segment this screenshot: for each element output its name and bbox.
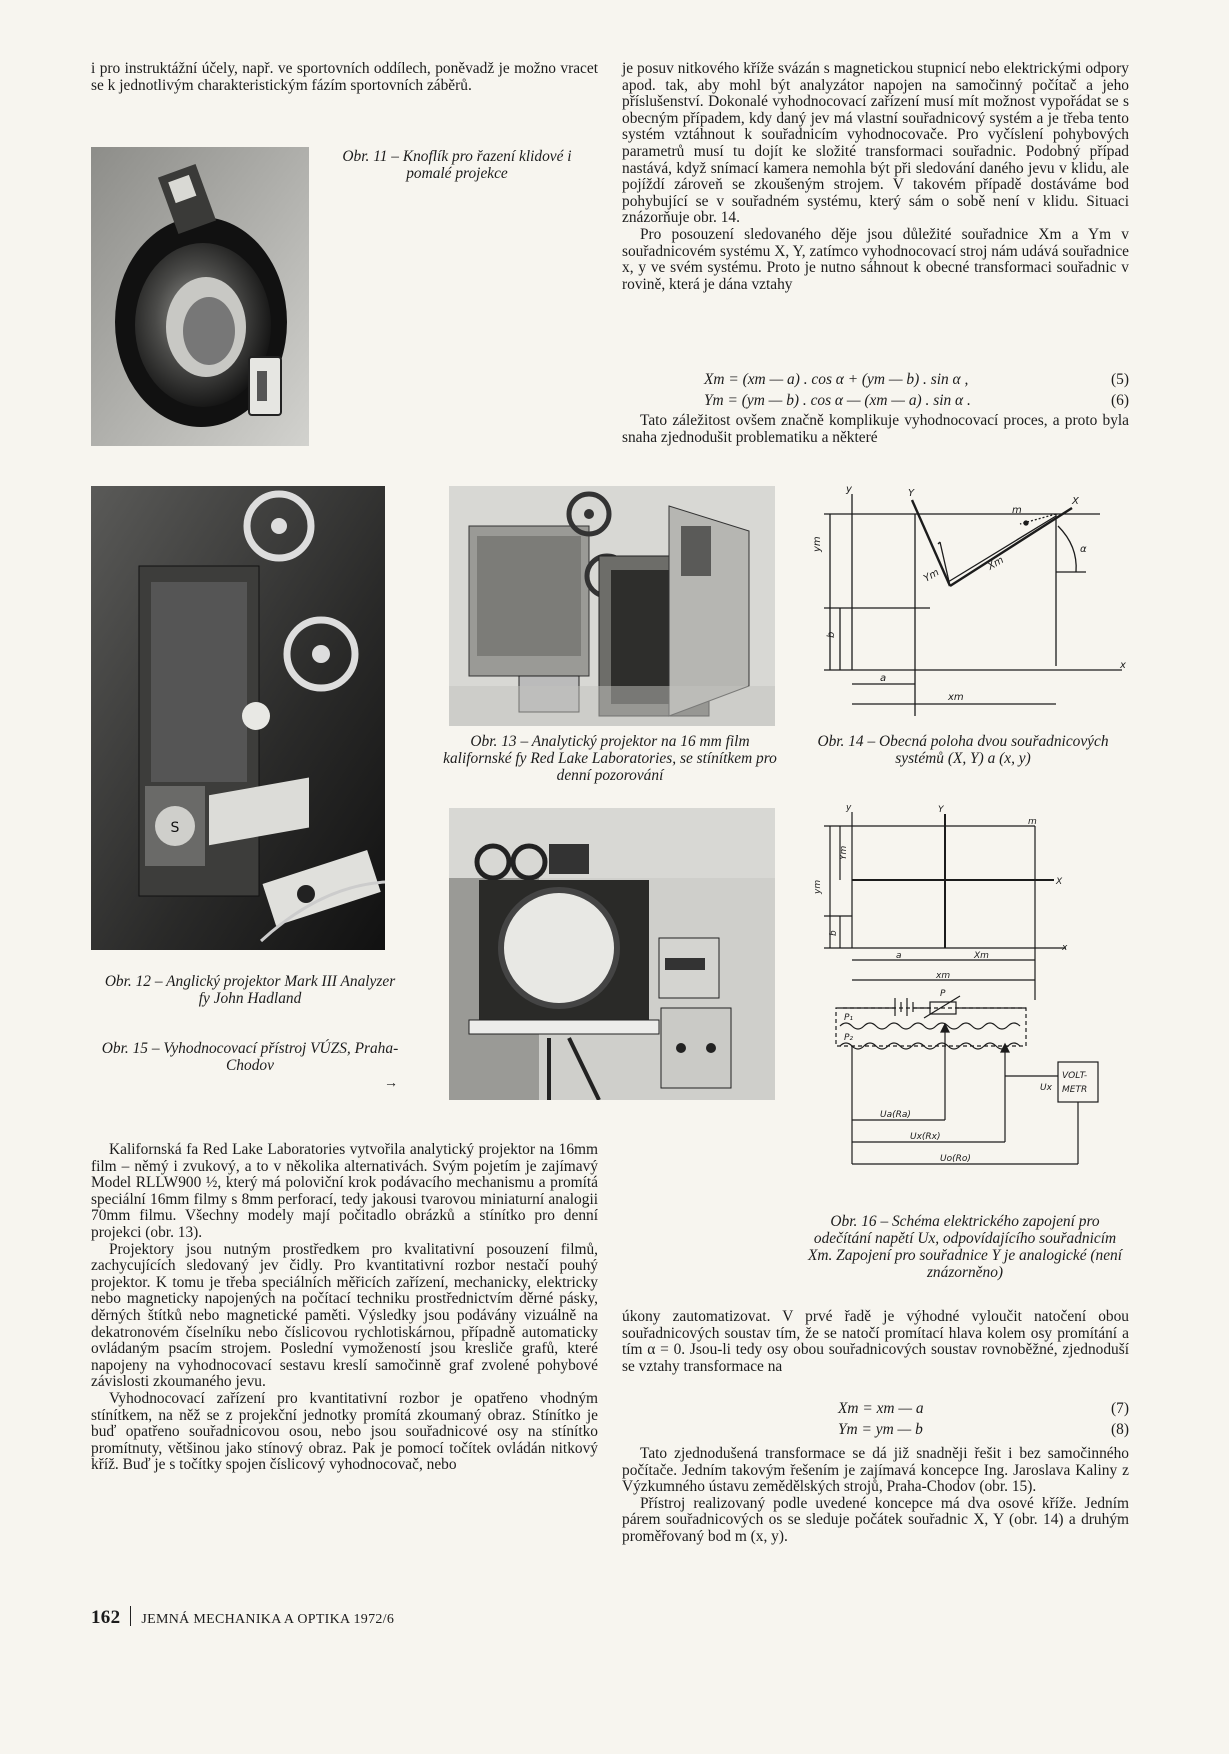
figure-12-caption: Obr. 12 – Anglický projektor Mark III Analyzer fy John Hadland [104, 973, 396, 1007]
fig16-label-UxRx: Ux(Rx) [910, 1132, 941, 1142]
fig14-label-Xm: Xm [986, 554, 1006, 573]
paragraph-red-lake: Kalifornská fa Red Lake Laboratories vytvořila analytický projektor na 16mm film – němý i zvukový, a to v několika alternativách. Svým pojetím je zajímavý Model RLLW900 ½, který má poloviční krok podávacího mechanismu a promítá speciální 16mm filmy s 8mm perforací, tedy jakousi tvarovou miniaturní analogii 70mm filmu. Všechny modely mají počitadlo obrázků a stínítko pro denní projekci (obr. 13). [91, 1141, 598, 1241]
equation-6-expression: Ym = (ym — b) . cos α — (xm — a) . sin α . [704, 392, 971, 409]
fig14-X-axis-rotated [950, 508, 1072, 586]
paragraph-coordinate-systems: je posuv nitkového kříže svázán s magnetickou stupnicí nebo elektrickými odpory apod. tak, aby mohl být analyzátor napojen na samočinný počítač a jeho příslušenství. Dokonalé vyhodnocovací zařízení musí mít možnost vypořádat se s obecným případem, kdy daný jev má vlastní souřadnicový systém a je třeba tento systém vztáhnout k souřadnicím vyhodnocovače. Pro vyčíslení pohybových parametrů musí tu dojít ke složité transformaci souřadnic. Podobný případ nastává, když snímací kamera nemohla být při sledování daného jevu v klidu, ale pojíždí zároveň se zkoušeným strojem. V takovém případě dostáváme bod pohybující se v souřadném systému, který sám o sobě není v klidu. Situaci znázorňuje obr. 14. [622, 60, 1129, 227]
fig16-label-Xm: Xm [974, 951, 989, 961]
fig14-label-Y: Y [908, 488, 915, 499]
fig16-label-Ua: Ua(Ra) [880, 1110, 911, 1120]
page-footer [91, 1606, 394, 1629]
figure-16-caption: Obr. 16 – Schéma elektrického zapojení pro odečítání napětí Ux, odpovídajícího souřadnicím Xm. Zapojení pro souřadnice Y je analogické (není znázorněno) [807, 1213, 1123, 1281]
figure-14-caption: Obr. 14 – Obecná poloha dvou souřadnicových systémů (X, Y) a (x, y) [817, 733, 1109, 767]
equation-6-number: (6) [1111, 392, 1129, 409]
fig16-label-P: P [940, 989, 946, 999]
paragraph-projectors: Projektory jsou nutným prostředkem pro kvalitativní posouzení filmů, zachycujících sledovaný jev čidly. Pro kvantitativní rozbor nestačí pouhý projektor. K tomu je třeba speciálních měřicích zařízení, mechanicky, elektricky nebo magneticky napojených na počítací techniku prostřednictvím děrné pásky, děrných štítků nebo magnetické paměti. Výsledky jsou podávány vizuálně na dekatronovém číselníku nebo číslicovou rychlotiskárnou, případně automaticky ovládaným psacím strojem. Poslední vymožeností jsou kresliče grafů, které napojeny na vyhodnocovací sestavu kreslí samočinně graf zvolené pohybové závislosti zkoumaného jevu. [91, 1240, 598, 1391]
fig16-label-X: X [1056, 877, 1063, 887]
equation-5-number: (5) [1111, 371, 1129, 388]
right-column-text-after-eq: Tato záležitost ovšem značně komplikuje vyhodnocovací proces, a proto byla snaha zjednodušit problematiku a některé [622, 412, 1129, 446]
fig14-label-ym: ym [812, 536, 823, 552]
figure-15-caption: Obr. 15 – Vyhodnocovací přístroj VÚZS, Praha-Chodov [101, 1040, 399, 1074]
equation-7-expression: Xm = xm — a [838, 1400, 924, 1417]
fig16-label-Ym: Ym [839, 845, 849, 860]
svg-text:S: S [170, 820, 180, 836]
fig14-label-m: m [1012, 505, 1022, 516]
equation-5 [704, 371, 1129, 388]
fig14-label-a: a [880, 673, 887, 684]
page-number: 162 [91, 1607, 121, 1628]
fig16-label-a: a [896, 951, 902, 961]
fig16-label-Uo: Uo(Ro) [940, 1154, 971, 1164]
figure-16-diagram [800, 800, 1130, 1195]
journal-name: JEMNÁ MECHANIKA A OPTIKA 1972/6 [141, 1612, 395, 1627]
figure-15-photo [449, 808, 775, 1100]
fig14-label-b: b [826, 631, 837, 638]
equation-8-expression: Ym = ym — b [838, 1421, 923, 1438]
fig14-label-xm: xm [948, 692, 964, 703]
fig16-label-b: b [829, 930, 839, 936]
fig14-label-X: X [1072, 496, 1079, 507]
fig16-label-y: y [846, 803, 852, 813]
intro-paragraph: i pro instruktážní účely, např. ve sportovních oddílech, poněvadž je možno vracet se k jednotlivým charakteristickým fázím sportovních záběrů. [91, 60, 598, 94]
right-column-text-bottom: úkony zautomatizovat. V prvé řadě je výhodné vyloučit natočení obou souřadnicových soustav tím, že se natočí promítací hlava kolem osy promítání a tím α = 0. Jsou-li tedy osy obou souřadnicových soustav rovnoběžné, zjednoduší se vztahy transformace na [622, 1308, 1129, 1375]
equation-6 [704, 392, 1129, 409]
figure-13-caption: Obr. 13 – Analytický projektor na 16 mm film kalifornské fy Red Lake Laboratories, se stínítkem pro denní pozorování [443, 733, 777, 784]
fig16-voltmeter-label-2: METR [1062, 1085, 1088, 1095]
fig16-label-Y: Y [938, 805, 944, 815]
paragraph-transformation: Pro posouzení sledovaného děje jsou důležité souřadnice Xm a Ym v souřadnicovém systému X, Y, zatímco vyhodnocovací stroj nám udává souřadnice x, y ve svém systému. Proto je nutno sáhnout k obecné transformaci souřadnic v rovině, která je dána vztahy [622, 225, 1129, 293]
fig14-label-x: x [1120, 660, 1126, 671]
fig16-label-ym: ym [813, 879, 823, 894]
paragraph-evaluation-device: Vyhodnocovací zařízení pro kvantitativní rozbor je opatřeno vhodným stínítkem, na něž se z projekční jednotky promítá zkoumaný obraz. Stínítko je buď opatřeno souřadnicovou osou, nebo jsou souřadnicové osy na stínítko promítnuty, většinou jako stínový obraz. Pak je pomocí točítek ovládán nitkový kříž. Buď je s točítky spojen číslicový vyhodnocovač, nebo [91, 1389, 598, 1474]
fig16-voltmeter-label-1: VOLT- [1062, 1071, 1088, 1081]
fig16-label-m: m [1028, 817, 1037, 827]
equation-8 [838, 1421, 1129, 1438]
fig14-label-alpha: α [1080, 544, 1087, 555]
equation-8-number: (8) [1111, 1421, 1129, 1438]
equation-7-number: (7) [1111, 1400, 1129, 1417]
paragraph-simplified-transformation: Tato zjednodušená transformace se dá již snadněji řešit i bez samočinného počítače. Jedním takovým řešením je zajímavá koncepce Ing. Jaroslava Kaliny z Výzkumného ústavu zemědělských strojů, Praha-Chodov (obr. 15). [622, 1445, 1129, 1496]
paragraph-device-concept: Přístroj realizovaný podle uvedené koncepce má dva osové kříže. Jedním párem souřadnicových os se sleduje počátek souřadnic X, Y (obr. 14) a druhým proměřovaný bod m (x, y). [622, 1494, 1129, 1545]
right-column-text-final [622, 1446, 1129, 1546]
fig14-label-Ym: Ym [922, 567, 942, 585]
fig16-label-Ux: Ux [1040, 1083, 1052, 1093]
fig16-label-x: x [1062, 943, 1068, 953]
arrow-to-figure-15: → [384, 1076, 398, 1091]
figure-13-photo [449, 486, 775, 726]
right-column-text-top [622, 61, 1129, 293]
figure-12-photo [91, 486, 385, 950]
equation-7 [838, 1400, 1129, 1417]
figure-14-diagram [800, 486, 1130, 716]
fig16-label-xm: xm [936, 971, 951, 981]
left-column-text-bottom [91, 1142, 598, 1474]
fig16-label-P1: P₁ [844, 1013, 854, 1023]
equation-5-expression: Xm = (xm — a) . cos α + (ym — b) . sin α , [704, 371, 969, 388]
figure-11-photo [91, 147, 309, 446]
figure-11-caption: Obr. 11 – Knoflík pro řazení klidové i pomalé projekce [342, 148, 572, 182]
fig16-label-P2: P₂ [844, 1033, 854, 1043]
fig14-label-y: y [846, 486, 852, 495]
footer-divider [130, 1606, 131, 1626]
